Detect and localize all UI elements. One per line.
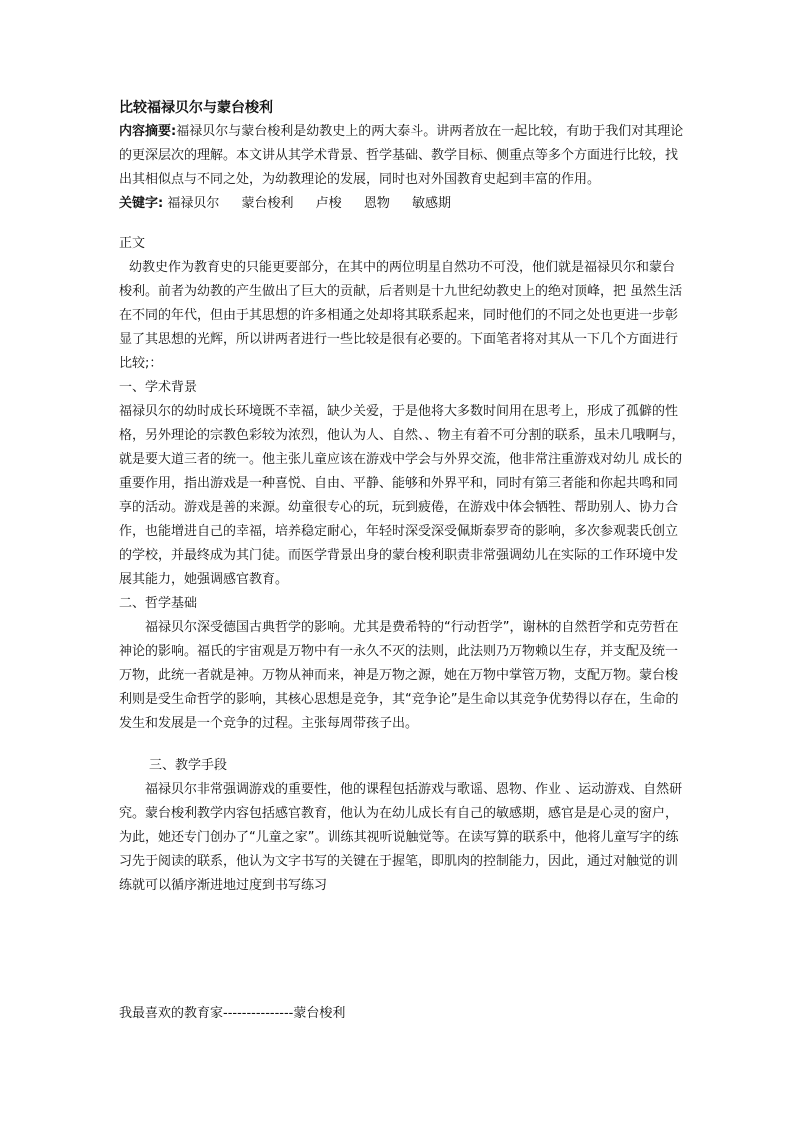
abstract-text: 福禄贝尔与蒙台梭利是幼教史上的两大泰斗。讲两者放在一起比较，有助于我们对其理论的更深层次的理解。本文讲从其学术背景、哲学基础、教学目标、侧重点等多个方面进行比较，找出其相似点与不同之处，为幼教理论的发展，同时也对外国教育史起到丰富的作用。 [119,124,684,187]
section3-heading: 三、教学手段 [149,758,228,773]
spacer [119,736,685,754]
keyword: 蒙台梭利 [241,196,294,211]
abstract-paragraph [119,120,685,192]
doc-title: 比较福禄贝尔与蒙台梭利 [119,100,273,116]
section3-paragraph: 福禄贝尔非常强调游戏的重要性，他的课程包括游戏与歌谣、恩物、作业 、运动游戏、自然研究。蒙台梭利教学内容包括感官教育，他认为在幼儿成长有自己的敏感期，感官是是心灵的窗户，为此，她还专门创办了“儿童之家”。训练其视听说触觉等。在读写算的联系中，他将儿童写字的练习先于阅读的联系，他认为文字书写的关键在于握笔，即肌肉的控制能力，因此，通过对触觉的训练就可以循序渐进地过度到书写练习 [119,782,683,893]
body-heading: 正文 [119,236,146,251]
keyword: 敏感期 [411,196,451,211]
favorite-educator-line: 我最喜欢的教育家---------------蒙台梭利 [119,1006,346,1021]
section1-heading: 一、学术背景 [119,380,198,395]
section2-heading: 二、哲学基础 [119,596,198,611]
keywords-label: 关键字: [119,196,164,211]
section1-paragraph: 福禄贝尔的幼时成长环境既不幸福，缺少关爱，于是他将大多数时间用在思考上，形成了孤僻的性格，另外理论的宗教色彩较为浓烈，他认为人、自然、、物主有着不可分割的联系，虽未几哦啊与，就是要大道三者的统一。他主张儿童应该在游戏中学会与外界交流，他非常注重游戏对幼儿 成长的重要作用，指出游戏是一种喜悦、自由、平静、能够和外界平和，同时有第三者能和你起共鸣和同享的活动。游戏是善的来源。幼童很专心的玩，玩到疲倦，在游戏中体会牺牲、帮助别人、协力合作，也能增进自己的幸福，培养稳定耐心，年轻时深受深受佩斯泰罗奇的影响，多次参观裴氏创立的学校，并最终成为其门徒。而医学背景出身的蒙台梭利职责非常强调幼儿在实际的工作环境中发展其能力，她强调感官教育。 [119,404,685,587]
keywords-row [119,192,685,216]
intro-paragraph: 幼教史作为教育史的只能更要部分，在其中的两位明星自然功不可没，他们就是福禄贝尔和蒙台梭利。前者为幼教的产生做出了巨大的贡献，后者则是十九世纪幼教史上的绝对顶峰，把 虽然生活在不同的年代，但由于其思想的许多相通之处却将其联系起来，同时他们的不同之处也更进一步彰显了其思想的光辉，所以讲两者进行一些比较是很有必要的。下面笔者将对其从一下几个方面进行比较;： [119,260,683,371]
spacer [119,216,685,232]
section2-paragraph: 福禄贝尔深受德国古典哲学的影响。尤其是费希特的“行动哲学”，谢林的自然哲学和克劳哲在神论的影响。福氏的宇宙观是万物中有一永久不灭的法则，此法则乃万物赖以生存，并支配及统一万物，此统一者就是神。万物从神而来，神是万物之源，她在万物中掌管万物，支配万物。蒙台梭利则是受生命哲学的影响，其核心思想是竞争，其“竞争论”是生命以其竞争优势得以存在，生命的发生和发展是一个竞争的过程。主张每周带孩子出。 [119,620,679,731]
keyword: 卢梭 [315,196,342,211]
keyword: 恩物 [363,196,390,211]
keyword: 福禄贝尔 [167,196,220,211]
spacer [119,898,685,1002]
abstract-label: 内容摘要: [119,124,177,139]
document-content [119,98,685,1026]
